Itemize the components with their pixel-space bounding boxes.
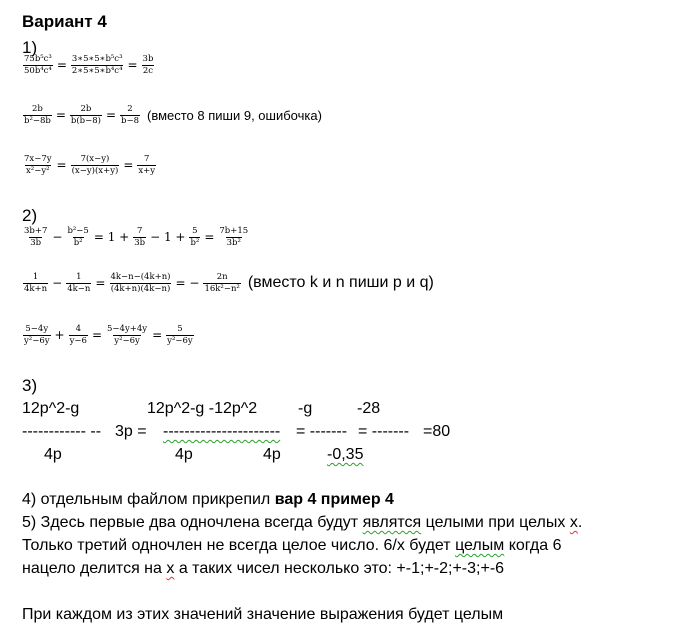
s3-denominator-4: -0,35 xyxy=(327,446,364,463)
fraction: $\frac{5-4y+4y}{\text{y²−6y}}$ xyxy=(107,324,148,346)
s2-row2-note: (вместо k и n пиши p и q) xyxy=(247,274,434,292)
s3-numerator-2: 12p^2-g -12p^2 xyxy=(147,400,258,417)
section-5-line-2: Только третий одночлен не всегда целое число. 6/x будет целым когда 6 xyxy=(22,537,562,554)
fraction: $\frac{7(x-y)}{(x-y)(x+y)}$ xyxy=(71,154,119,176)
fraction: $\frac{\text{3∗5∗5∗b⁵c³}}{\text{2∗5∗5∗b⁴c⁴}}$ xyxy=(71,54,123,76)
s3-numerator-1: 12p^2-g xyxy=(22,400,80,417)
s1-row3-equation: $\frac{7x-7y}{\text{x²−y²}}$ = $\frac{7(x-y)}{(x-y)(x+y)}$ = $\frac{7}{x+y}$ xyxy=(24,154,156,176)
s4-bold-ref: вар 4 пример 4 xyxy=(274,491,394,508)
fraction: $\frac{7x-7y}{\text{x²−y²}}$ xyxy=(24,154,52,176)
s3-numerator-3: -g xyxy=(298,400,313,417)
fraction: $\frac{\text{75b⁵c³}}{\text{50b⁴c⁴}}$ xyxy=(24,54,52,76)
fraction: $\frac{2n}{\text{16k²−n²}}$ xyxy=(204,272,240,294)
fraction: $\frac{7b+15}{\text{3b²}}$ xyxy=(219,226,249,248)
s3-numerator-4: -28 xyxy=(357,400,381,417)
fraction: $\frac{3b+7}{3b}$ xyxy=(24,226,48,248)
fraction: $\frac{4}{y-6}$ xyxy=(69,324,87,346)
fraction: $\frac{5}{\text{y²−6y}}$ xyxy=(167,324,193,346)
fraction: $\frac{7}{3b}$ xyxy=(134,226,146,248)
s3-fraction-bar-3: = ------- xyxy=(296,423,348,440)
fraction: $\frac{2b}{b(b-8)}$ xyxy=(70,104,101,126)
fraction: $\frac{2b}{\text{b²−8b}}$ xyxy=(24,104,51,126)
s3-fraction-bar-1: ------------ -- xyxy=(22,423,102,440)
s1-row1-equation: $\frac{\text{75b⁵c³}}{\text{50b⁴c⁴}}$ = $\frac{\text{3∗5∗5∗b⁵c³}}{\text{2∗5∗5∗b⁴c⁴}}$ = $\frac{3b}{2c}$ xyxy=(24,54,154,76)
section-3-label: 3) xyxy=(22,376,38,395)
fraction: $\frac{2}{b-8}$ xyxy=(121,104,139,126)
fraction: $\frac{5}{\text{b²}}$ xyxy=(190,226,200,248)
s3-denominator-1: 4p xyxy=(44,446,62,463)
fraction: $\frac{1}{4k-n}$ xyxy=(67,272,91,294)
s3-fraction-bar-2: ---------------------- xyxy=(163,423,281,440)
s1-row2-note: (вместо 8 пиши 9, ошибочка) xyxy=(146,107,322,123)
fraction: $\frac{7}{x+y}$ xyxy=(138,154,156,176)
s2-row1-equation: $\frac{3b+7}{3b}$ − $\frac{\text{b²−5}}{\text{b²}}$ = 1 + $\frac{7}{3b}$ − 1 + $\frac{5}{\text{b²}}$ = $\frac{7b+15}{\text{3b²}}$ xyxy=(24,226,249,248)
section-2-label: 2) xyxy=(22,206,38,225)
section-4-text: 4) отдельным файлом прикрепил вар 4 пример 4 xyxy=(22,491,394,508)
page-title: Вариант 4 xyxy=(22,12,107,31)
s2-row3-equation: $\frac{5-4y}{\text{y²−6y}}$ + $\frac{4}{y-6}$ = $\frac{5-4y+4y}{\text{y²−6y}}$ = $\frac{5}{\text{y²−6y}}$ xyxy=(24,324,193,346)
fraction: $\frac{1}{4k+n}$ xyxy=(24,272,48,294)
s1-row2-equation: $\frac{2b}{\text{b²−8b}}$ = $\frac{2b}{b(b-8)}$ = $\frac{2}{b-8}$ (вместо 8 пиши 9, ошибочка) xyxy=(24,104,322,126)
section-5-line-4: При каждом из этих значений значение выражения будет целым xyxy=(22,606,504,623)
s3-denominator-2: 4p xyxy=(175,446,193,463)
fraction: $\frac{4k-n-(4k+n)}{(4k+n)(4k-n)}$ xyxy=(110,272,171,294)
s2-row2-equation: $\frac{1}{4k+n}$ − $\frac{1}{4k-n}$ = $\frac{4k-n-(4k+n)}{(4k+n)(4k-n)}$ = − $\frac{2n}{\text{16k²−n²}}$ (вместо k и n пиши p и q) xyxy=(24,272,434,294)
s3-fraction-bar-4: = ------- xyxy=(358,423,410,440)
s3-result: =80 xyxy=(423,423,451,440)
fraction: $\frac{3b}{2c}$ xyxy=(142,54,154,76)
s3-denominator-3: 4p xyxy=(263,446,281,463)
section-5-line-3: нацело делится на x а таких чисел несколько это: +-1;+-2;+-3;+-6 xyxy=(22,560,505,577)
s3-multiplier: 3p = xyxy=(115,423,147,440)
section-1-label: 1) xyxy=(22,38,38,57)
section-5-line-1: 5) Здесь первые два одночлена всегда будут являтся целыми при целых x. xyxy=(22,514,583,531)
fraction: $\frac{5-4y}{\text{y²−6y}}$ xyxy=(24,324,50,346)
fraction: $\frac{\text{b²−5}}{\text{b²}}$ xyxy=(67,226,89,248)
